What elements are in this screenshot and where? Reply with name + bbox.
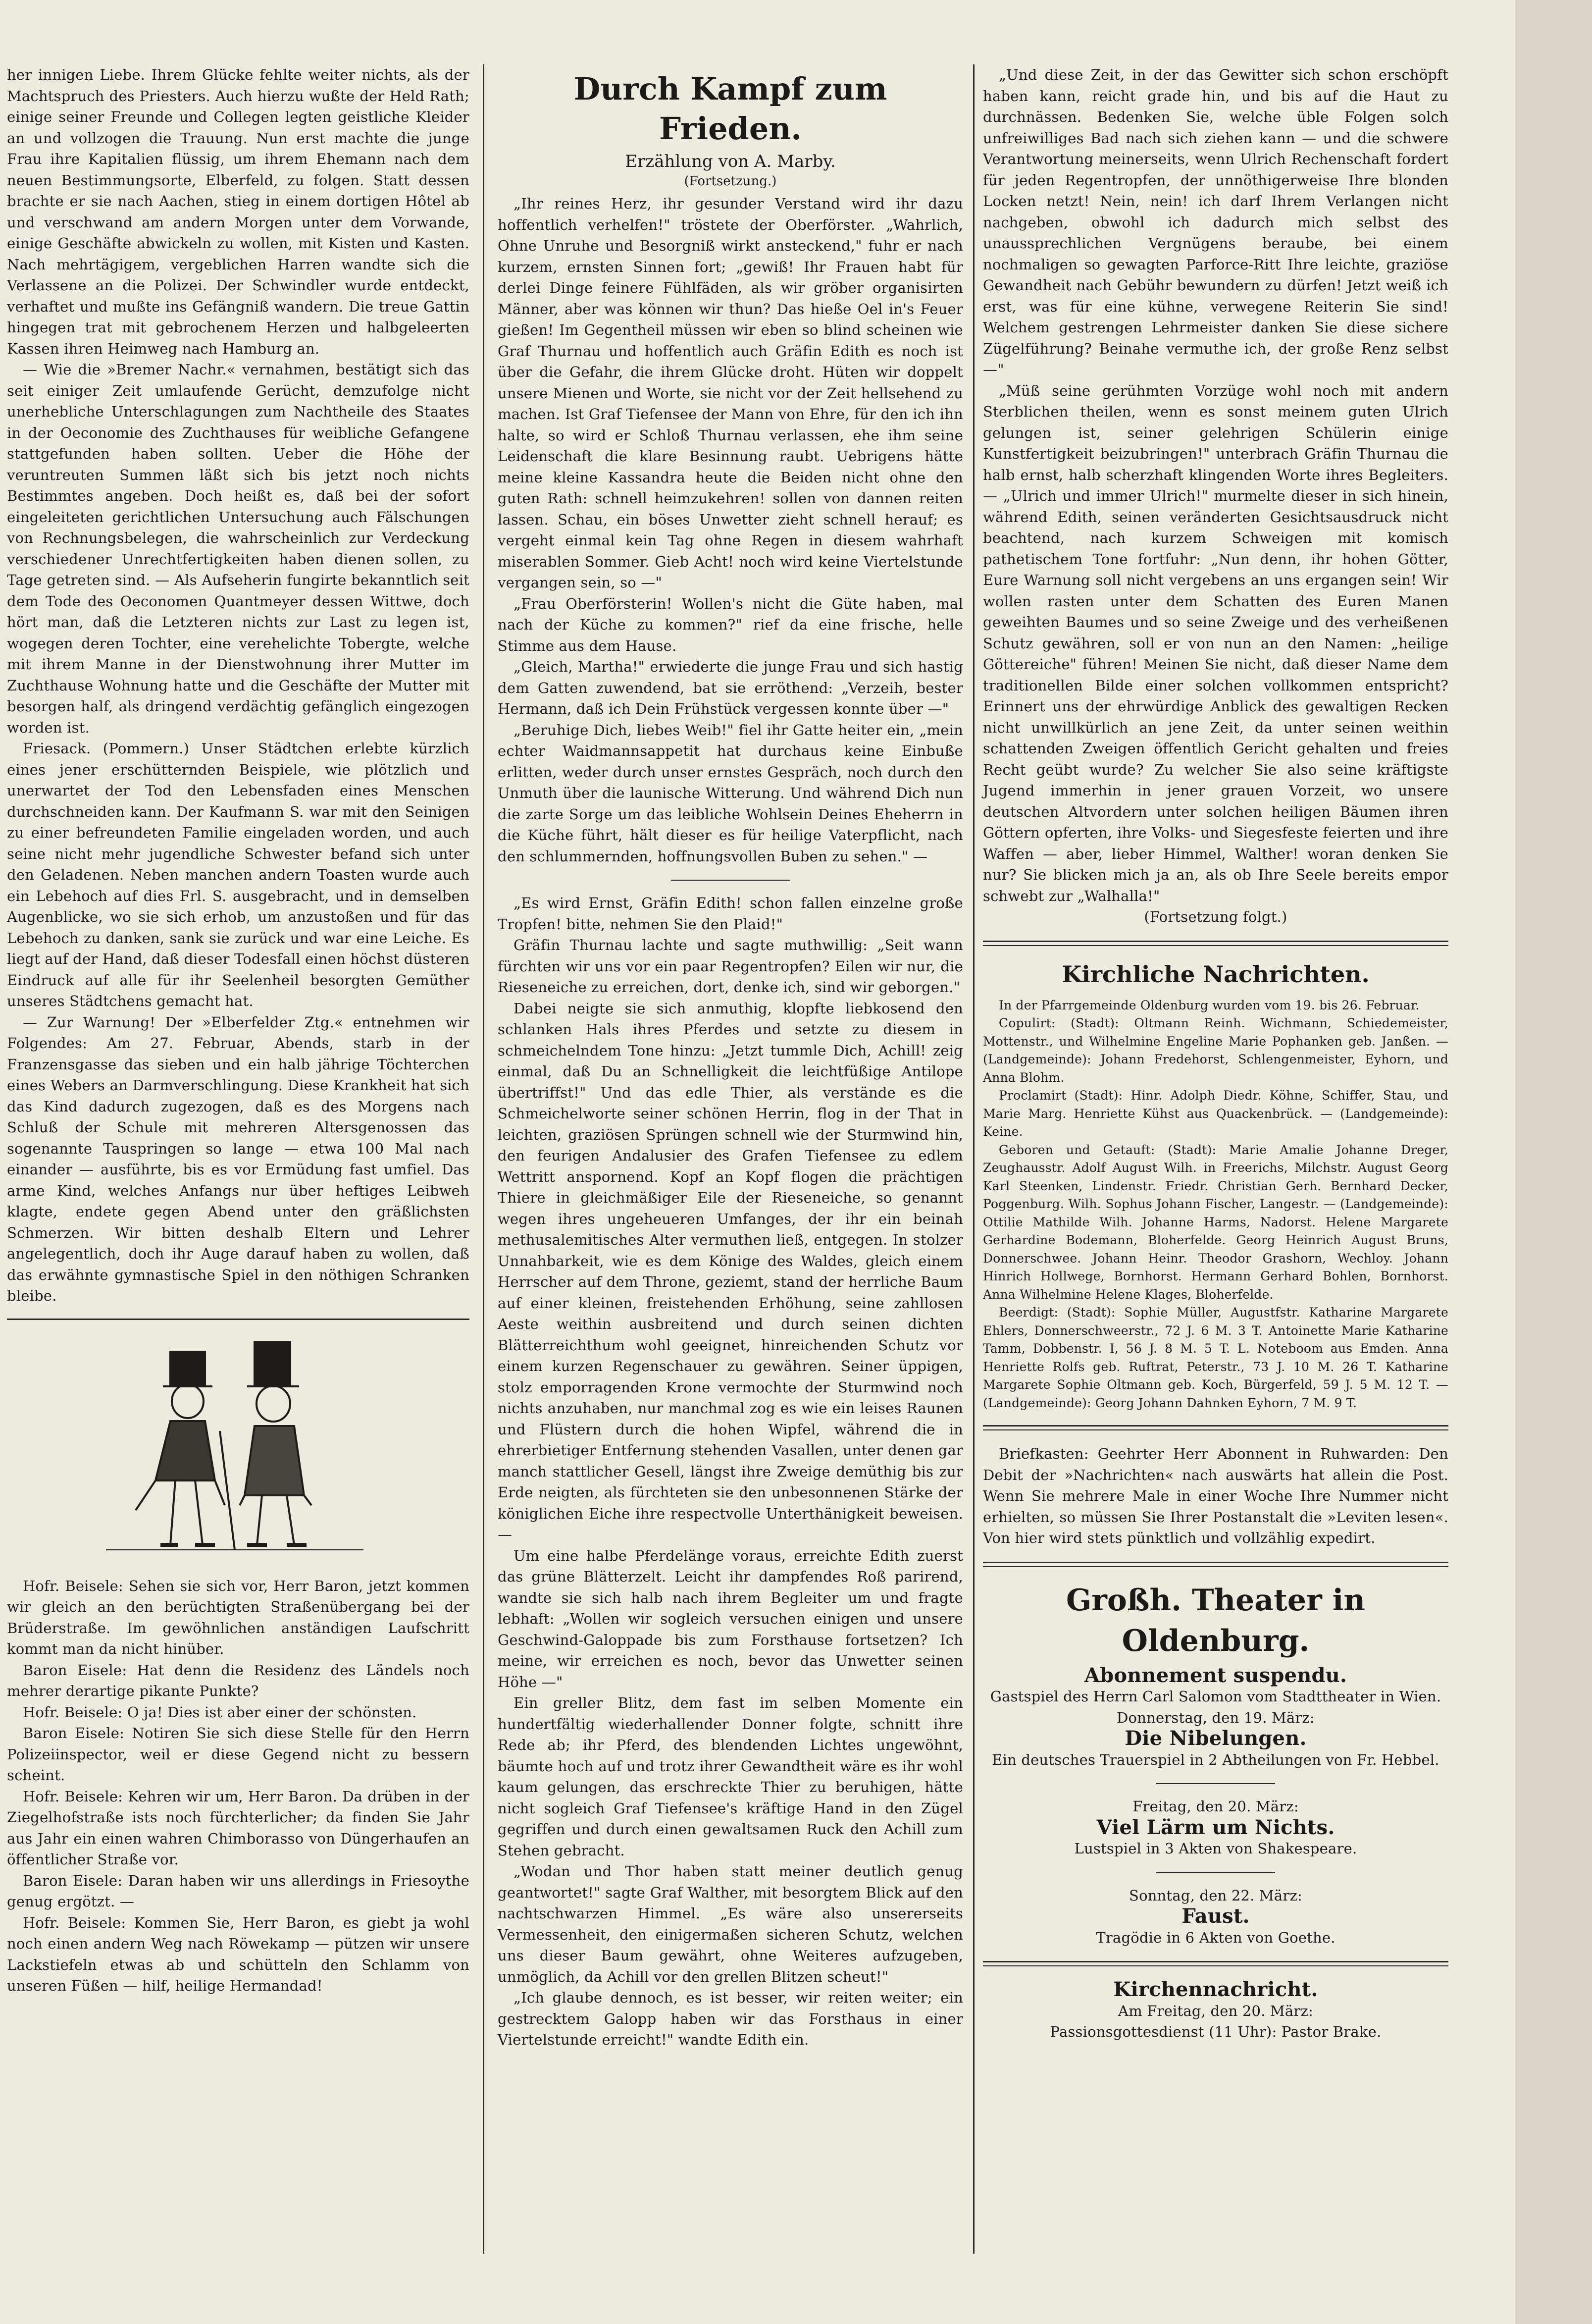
church-notice-service: Passionsgottesdienst (11 Uhr): Pastor Brake. <box>1050 2023 1382 2040</box>
double-rule <box>983 1562 1448 1567</box>
theatre-date: Freitag, den 20. März: <box>1132 1798 1299 1815</box>
story-paragraph: „Ihr reines Herz, ihr gesunder Verstand wird ihr dazu hoffentlich verhelfen!" tröstete der Oberförster. „Wahrlich, Ohne Unruhe und Besorgniß wirkt ansteckend," fuhr er nach kurzem, ernsten Sinnen fort; „gewiß! Ihr Frauen habt für derlei Dinge feinere Fühlfäden, als wir gröber organisirten Männer, aber was können wir thun? Das hieße Oel in's Feuer gießen! Im Gegentheil müssen wir eben so blind scheinen wie Graf Thurnau und hoffentlich auch Gräfin Edith es noch ist über die Gefahr, die ihrem Glücke droht. Hüten wir doppelt unsere Mienen und Worte, sie nicht vor der Zeit hellsehend zu machen. Ist Graf Tiefensee der Mann von Ehre, für den ich ihn halte, so wird er Schloß Thurnau verlassen, ehe ihm seine Leidenschaft die klare Besinnung raubt. Uebrigens hätte meine kleine Kassandra heute die Beiden nicht ohne den guten Rath: schnell heimzukehren! sollen von dannen reiten lassen. Schau, ein böses Unwetter zieht schnell herauf; es vergeht einmal kein Tag ohne Regen in diesem wahrhaft miserablen Sommer. Gieb Acht! noch wird keine Viertelstunde vergangen sein, so —" <box>498 195 963 591</box>
church-news-entry: Beerdigt: (Stadt): Sophie Müller, Augustfstr. Katharine Margarete Ehlers, Donnerschweerstr., 72 J. 6 M. 3 T. Antoinette Marie Katharine Tamm, Dobbenstr. I, 56 J. 8 M. 5 T. L. Noteboom aus Emden. Anna Henriette Rolfs geb. Ruftrat, Peterstr., 73 J. 10 M. 26 T. Katharine Margarete Sophie Oltmann geb. Koch, Bürgerfeld, 59 J. 5 M. 12 T. — (Landgemeinde): Georg Johann Dahnken Eyhorn, 7 M. 9 T. <box>983 1305 1448 1410</box>
church-news <box>983 959 1448 1413</box>
story-paragraph: „Müß seine gerühmten Vorzüge wohl noch mit andern Sterblichen theilen, wenn es sonst meinem guten Ulrich gelungen ist, seiner gelehrigen Schülerin einige Kunstfertigkeit beizubringen!" unterbrach Gräfin Thurnau die halb ernst, halb scherzhaft klingenden Worte ihres Begleiters. — „Ulrich und immer Ulrich!" murmelte dieser in sich hinein, während Edith, seinen veränderten Gesichtsausdruck nicht beachtend, nach kurzem Schweigen mit komisch pathetischem Tone fortfuhr: „Nun denn, ihr hohen Götter, Eure Warnung soll nicht vergebens an uns ergangen sein! Wir wollen rasten unter dem Schatten des Euren Manen geweihten Baumes und so seine Zweige und des verheißenen Schutz gewähren, soll er von nun an den Namen: „heilige Göttereiche" führen! Meinen Sie nicht, daß dieser Name dem traditionellen Bilde einer solchen vollkommen entspricht? Erinnert uns der ehrwürdige Anblick des gewaltigen Recken nicht unwillkürlich an jene Zeit, da unter seinen weithin schattenden Zweigen öffentlich Gericht gehalten und freies Recht geübt wurde? Zu welcher Sie also seine kräftigste Jugend immerhin in jener grauen Vorzeit, wo unsere deutschen Altvordern unter solchen heiligen Bäumen ihren Göttern opferten, ihre Volks- und Siegesfeste feierten und ihre Waffen — aber, lieber Himmel, Walther! woran denken Sie nur? Sie blicken mich ja an, als ob Ihre Seele bereits empor schwebt zur „Walhalla!" <box>983 382 1448 904</box>
section-break <box>1156 1872 1275 1873</box>
article-paragraph: Friesack. (Pommern.) Unser Städtchen erlebte kürzlich eines jener erschütternden Beispiele, wie plötzlich und unerwartet der Tod den Lebensfaden eines Menschen durchschneiden kann. Der Kaufmann S. war mit den Seinigen zu einer befreundeten Familie eingeladen worden, und auch seine nicht mehr jugendliche Schwester befand sich unter den Geladenen. Neben manchen andern Toasten wurde auch ein Lebehoch auf dies Frl. S. ausgebracht, und in demselben Augenblicke, wo sie sich erhob, um anzustoßen und für das Lebehoch zu danken, sank sie zurück und war eine Leiche. Es liegt auf der Hand, daß dieser Todesfall einen höchst düsteren Eindruck auf alle für ihr Seelenheil besorgten Gemüther unseres Städtchens gemacht hat. <box>7 740 469 1009</box>
theatre-announcement <box>983 1580 1448 1949</box>
double-rule <box>983 1961 1448 1966</box>
column-left <box>7 64 469 1997</box>
story-paragraph: „Frau Oberförsterin! Wollen's nicht die Güte haben, mal nach der Küche zu kommen?" rief da eine frische, helle Stimme aus dem Hause. <box>498 595 963 654</box>
theatre-title: Großh. Theater in Oldenburg. <box>1066 1583 1365 1658</box>
story-paragraph: „Gleich, Martha!" erwiederte die junge Frau und sich hastig dem Gatten zuwendend, bat sie erröthend: „Verzeih, bester Hermann, daß ich Dein Frühstück vergessen konnte über —" <box>498 658 963 717</box>
story-paragraph: Gräfin Thurnau lachte und sagte muthwillig: „Seit wann fürchten wir uns vor ein paar Regentropfen? Eilen wir nur, die Rieseneiche zu erreichen, dort, denke ich, sind wir geborgen." <box>498 937 963 996</box>
church-news-title: Kirchliche Nachrichten. <box>1062 960 1370 988</box>
theatre-date: Sonntag, den 22. März: <box>1129 1887 1302 1904</box>
double-rule <box>983 1425 1448 1430</box>
church-news-entry: In der Pfarrgemeinde Oldenburg wurden vom 19. bis 26. Februar. <box>999 998 1420 1012</box>
dialogue-line: Baron Eisele: Daran haben wir uns allerdings in Friesoythe genug ergötzt. — <box>7 1872 469 1910</box>
story-paragraph: „Ich glaube dennoch, es ist besser, wir reiten weiter; ein gestrecktem Galopp haben wir das Forsthaus in einer Viertelstunde erreicht!" wandte Edith ein. <box>498 1989 963 2048</box>
theatre-suspended: Abonnement suspendu. <box>1084 1663 1347 1687</box>
article-paragraph: — Wie die »Bremer Nachr.« vernahmen, bestätigt sich das seit einiger Zeit umlaufende Gerücht, demzufolge nicht unerhebliche Unterschlagungen zum Nachtheile des Staates in der Oeconomie des Zuchthauses für weibliche Gefangene stattgefunden haben sollten. Ueber die Höhe der veruntreuten Summen läßt sich bis jetzt noch nichts Bestimmtes angeben. Doch heißt es, daß bei der sofort eingeleiteten gerichtlichen Untersuchung auch Fälschungen von Rechnungsbelegen, die wahrscheinlich zur Verdeckung verschiedener Unrechtfertigkeiten haben dienen sollen, zu Tage getreten sind. — Als Aufseherin fungirte bekanntlich seit dem Tode des Oeconomen Quantmeyer dessen Wittwe, doch hört man, daß die Letzteren nichts zur Last zu legen ist, wogegen deren Tochter, eine verehelichte Tobergte, welche mit ihrem Manne in der Dienstwohnung ihrer Mutter im Zuchthause Wohnung hatte und die Geschäfte der Mutter mit besorgen half, als dringend verdächtig gefänglich eingezogen worden ist. <box>7 361 469 736</box>
dialogue-line: Hofr. Beisele: O ja! Dies ist aber einer der schönsten. <box>23 1703 417 1721</box>
story-paragraph: „Beruhige Dich, liebes Weib!" fiel ihr Gatte heiter ein, „mein echter Waidmannsappetit hat durchaus keine Einbuße erlitten, weder durch unser ernstes Gespräch, noch durch den Unmuth über die launische Witterung. Und während Dich nun die zarte Sorge um das leibliche Wohlsein Deines Eheherrn in die Küche führt, hält dieser es für heilige Vaterpflicht, nach den schlummernden, hoffnungsvollen Buben zu sehen." — <box>498 721 963 865</box>
caricature-illustration <box>7 1332 469 1565</box>
column-rule <box>973 64 975 2254</box>
serial-continued: (Fortsetzung.) <box>684 174 777 189</box>
theatre-play: Die Nibelungen. <box>1125 1727 1307 1750</box>
continued-note: (Fortsetzung folgt.) <box>1144 908 1287 925</box>
dialogue-line: Baron Eisele: Hat denn die Residenz des Ländels noch mehrer derartige pikante Punkte? <box>7 1661 469 1699</box>
church-news-entry: Copulirt: (Stadt): Oltmann Reinh. Wichmann, Schiedemeister, Mottenstr., und Wilhelmine Engeline Marie Pophanken geb. Janßen. — (Landgemeinde): Johann Fredehorst, Schlengenmeister, Eyhorn, und Anna Blohm. <box>983 1016 1448 1085</box>
dialogue-line: Hofr. Beisele: Sehen sie sich vor, Herr Baron, jetzt kommen wir gleich an den berüchtigten Straßenübergang bei der Brüderstraße. Im gewöhnlichen anständigen Laufschritt kommt man da nicht hinüber. <box>7 1577 469 1657</box>
theatre-date: Donnerstag, den 19. März: <box>1117 1709 1315 1726</box>
scan-margin <box>1515 0 1592 2324</box>
divider <box>7 1319 469 1320</box>
theatre-play: Faust. <box>1181 1904 1250 1928</box>
church-notice <box>983 1979 1448 2043</box>
story-paragraph: „Es wird Ernst, Gräfin Edith! schon fallen einzelne große Tropfen! bitte, nehmen Sie den Plaid!" <box>498 895 963 933</box>
church-notice-date: Am Freitag, den 20. März: <box>1118 2002 1313 2019</box>
article-paragraph: her innigen Liebe. Ihrem Glücke fehlte weiter nichts, als der Machtspruch des Priesters. Auch hierzu wußte der Held Rath; einige seiner Freunde und Collegen legten geistliche Kleider an und vollzogen die Trauung. Nun erst machte die junge Frau ihre Kapitalien flüssig, um ihrem Ehemann nach dem neuen Bestimmungsorte, Elberfeld, zu folgen. Statt dessen brachte er sie nach Aachen, stieg in einem dortigen Hôtel ab und verschwand am andern Morgen unter dem Vorwande, einige Geschäfte abwickeln zu wollen, mit Kisten und Kasten. Nach mehrtägigem, vergeblichen Harren wandte sich die Verlassene an die Polizei. Der Schwindler wurde entdeckt, verhaftet und mußte ins Gefängniß wandern. Die treue Gattin hingegen trat mit gebrochenem Herzen und halbgeleerten Kassen ihren Heimweg nach Hamburg an. <box>7 66 469 357</box>
dialogue-line: Hofr. Beisele: Kehren wir um, Herr Baron. Da drüben in der Ziegelhofstraße ists noch fürchterlicher; da finden Sie Jahr aus Jahr ein einen wahren Chimborasso von Düngerhaufen an öffentlicher Straße vor. <box>7 1788 469 1868</box>
story-paragraph: Dabei neigte sie sich anmuthig, klopfte liebkosend den schlanken Hals ihres Pferdes und setzte zu diesem in schmeichelndem Tone hinzu: „Jetzt tummle Dich, Achill! zeig einmal, daß Du an Schnelligkeit die leichtfüßige Antilope übertriffst!" Und das edle Thier, als verstände es die Schmeichelworte seiner schönen Herrin, flog in der That in leichten, graziösen Sprüngen schnell wie der Sturmwind hin, den feurigen Andalusier des Grafen Tiefensee zu edlem Wettritt anspornend. Kopf an Kopf flogen die prächtigen Thiere in gleichmäßiger Eile der Rieseneiche, so genannt wegen ihres ungeheueren Umfanges, der ihr ein beinah methusalemitisches Alter vermuthen ließ, entgegen. In stolzer Unnahbarkeit, wie es dem Könige des Waldes, gleich einem Herrscher auf dem Throne, geziemt, stand der herrliche Baum auf einer kleinen, freistehenden Erhöhung, seine zahllosen Aeste weithin ausbreitend und durch seinen dichten Blätterreichthum wohl geeignet, hinreichenden Schutz vor einem kurzen Regenschauer zu gewähren. Seiner üppigen, stolz emporragenden Krone vermochte der Sturmwind noch nichts anzuhaben, nur manchmal zog es wie ein leises Raunen und Flüstern durch die hohen Wipfel, während die in ehrerbietiger Entfernung stehenden Vasallen, unter denen gar manch stattlicher Gesell, längst ihre Zweige demüthig bis zur Erde neigten, als fürchteten sie den unbesonnenen Stärke der königlichen Eiche ihre respectvolle Unterthänigkeit beweisen. — <box>498 1000 963 1543</box>
theatre-desc: Tragödie in 6 Akten von Goethe. <box>1096 1929 1335 1946</box>
serial-title: Durch Kampf zum Frieden. <box>573 71 887 147</box>
dialogue-line: Baron Eisele: Notiren Sie sich diese Stelle für den Herrn Polizeiinspector, weil er diese Gegend nicht zu bessern scheint. <box>7 1725 469 1784</box>
story-paragraph: „Und diese Zeit, in der das Gewitter sich schon erschöpft haben kann, reicht grade hin, und bis auf die Haut zu durchnässen. Bedenken Sie, welche üble Folgen solch unfreiwilliges Bad nach sich ziehen kann — und die schwere Verantwortung meinerseits, wenn Ulrich Rechenschaft fordert für jeden Regentropfen, der unnöthigerweise Ihre blonden Locken netzt! Nein, nein! ich darf Ihrem Verlangen nicht nachgeben, obwohl ich dadurch mich selbst des unaussprechlichen Vergnügens beraube, bei einem nochmaligen so gewagten Parforce-Ritt Ihre leichte, graziöse Gewandheit nach Gebühr bewundern zu dürfen! Jetzt weiß ich erst, was für eine kühne, verwegene Reiterin Sie sind! Welchem gestrengen Lehrmeister danken Sie diese sichere Zügelführung? Beinahe vermuthe ich, der große Renz selbst —" <box>983 66 1448 378</box>
theatre-desc: Lustspiel in 3 Akten von Shakespeare. <box>1074 1840 1357 1857</box>
column-middle <box>498 64 963 2051</box>
section-break <box>671 880 790 881</box>
dialogue-line: Hofr. Beisele: Kommen Sie, Herr Baron, es giebt ja wohl noch einen andern Weg nach Röwekamp — pützen wir unsere Lackstiefeln etwas ab und schütteln den Schlamm von unseren Füßen — hilf, heilige Hermandad! <box>7 1914 469 1994</box>
theatre-play: Viel Lärm um Nichts. <box>1096 1815 1335 1839</box>
church-news-entry: Proclamirt (Stadt): Hinr. Adolph Diedr. Köhne, Schiffer, Stau, und Marie Marg. Henriette Kühst aus Quackenbrück. — (Landgemeinde): Keine. <box>983 1088 1448 1139</box>
column-right <box>983 64 1448 2043</box>
two-gentlemen-illustration <box>7 1332 469 1565</box>
story-paragraph: „Wodan und Thor haben statt meiner deutlich genug geantwortet!" sagte Graf Walther, mit besorgtem Blick auf den nachtschwarzen Himmel. „Es wäre also unsererseits Vermessenheit, den einigermaßen sicheren Schutz, welchen uns dieser Baum gewährt, ohne Weiteres aufzugeben, unmöglich, da Achill vor den grellen Blitzen scheut!" <box>498 1863 963 1985</box>
serial-subtitle: Erzählung von A. Marby. <box>625 152 836 171</box>
section-break <box>1156 1783 1275 1784</box>
story-paragraph: Um eine halbe Pferdelänge voraus, erreichte Edith zuerst das grüne Blätterzelt. Leicht ihr dampfendes Roß parirend, wandte sie sich halb nach ihrem Begleiter um und fragte lebhaft: „Wollen wir sogleich versuchen einigen und unsere Geschwind-Galoppade bis zum Forsthause fortsetzen? Ich meine, wir erreichen es noch, bevor das Unwetter seinen Höhe —" <box>498 1547 963 1690</box>
letterbox: Briefkasten: Geehrter Herr Abonnent in Ruhwarden: Den Debit der »Nachrichten« nach auswärts hat allein die Post. Wenn Sie mehrere Male in einer Woche Ihre Nummer nicht erhielten, so müssen Sie Ihrer Postanstalt die »Leviten lesen«. Von hier wird stets pünktlich und vollzählig expedirt. <box>983 1445 1448 1546</box>
church-notice-title: Kirchennachricht. <box>1113 1978 1318 2001</box>
double-rule <box>983 941 1448 946</box>
theatre-guest: Gastspiel des Herrn Carl Salomon vom Stadttheater in Wien. <box>990 1688 1441 1705</box>
article-paragraph: — Zur Warnung! Der »Elberfelder Ztg.« entnehmen wir Folgendes: Am 27. Februar, Abends, starb in der Franzensgasse das sieben und ein halb jährige Töchterchen eines Webers an Darmverschlingung. Diese Krankheit hat sich das Kind dadurch zugezogen, daß es des Morgens nach Schluß der Schule mit mehreren Altersgenossen das sogenannte Tauspringen so lange — etwa 100 Mal nach einander — ausführte, bis es vor Ermüdung fast umfiel. Das arme Kind, welches Anfangs nur über heftiges Leibweh klagte, endete gegen Abend unter den gräßlichsten Schmerzen. Wir bitten deshalb Eltern und Lehrer angelegentlich, doch ihr Auge darauf haben zu wollen, daß das erwähnte gymnastische Spiel in den nöthigen Schranken bleibe. <box>7 1013 469 1304</box>
column-rule <box>483 64 484 2254</box>
story-paragraph: Ein greller Blitz, dem fast im selben Momente ein hundertfältig wiederhallender Donner folgte, schnitt ihre Rede ab; ihr Pferd, des blendenden Lichtes ungewöhnt, bäumte hoch auf und trotz ihrer Gewandtheit wäre es ihr wohl kaum gelungen, das erschreckte Thier zu beruhigen, hätte nicht sogleich Graf Tiefensee's kräftige Hand in den Zügel gegriffen und durch einen gewaltsamen Ruck den Achill zum Stehen gebracht. <box>498 1694 963 1859</box>
church-news-entry: Geboren und Getauft: (Stadt): Marie Amalie Johanne Dreger, Zeughausstr. Adolf August Wilh. in Freerichs, Milchstr. August Georg Karl Steenken, Lindenstr. Friedr. Christian Gerh. Bernhard Decker, Poggenburg. Wilh. Sophus Johann Fischer, Langestr. — (Landgemeinde): Ottilie Mathilde Wilh. Johanne Harms, Nadorst. Helene Margarete Gerhardine Bodemann, Bloherfelde. Georg Heinrich August Bruns, Donnerschwee. Johann Heinr. Theodor Grashorn, Wechloy. Johann Hinrich Hollwege, Bornhorst. Hermann Gerhard Bohlen, Bornhorst. Anna Wilhelmine Helene Klages, Bloherfelde. <box>983 1142 1448 1302</box>
theatre-desc: Ein deutsches Trauerspiel in 2 Abtheilungen von Fr. Hebbel. <box>992 1751 1439 1768</box>
